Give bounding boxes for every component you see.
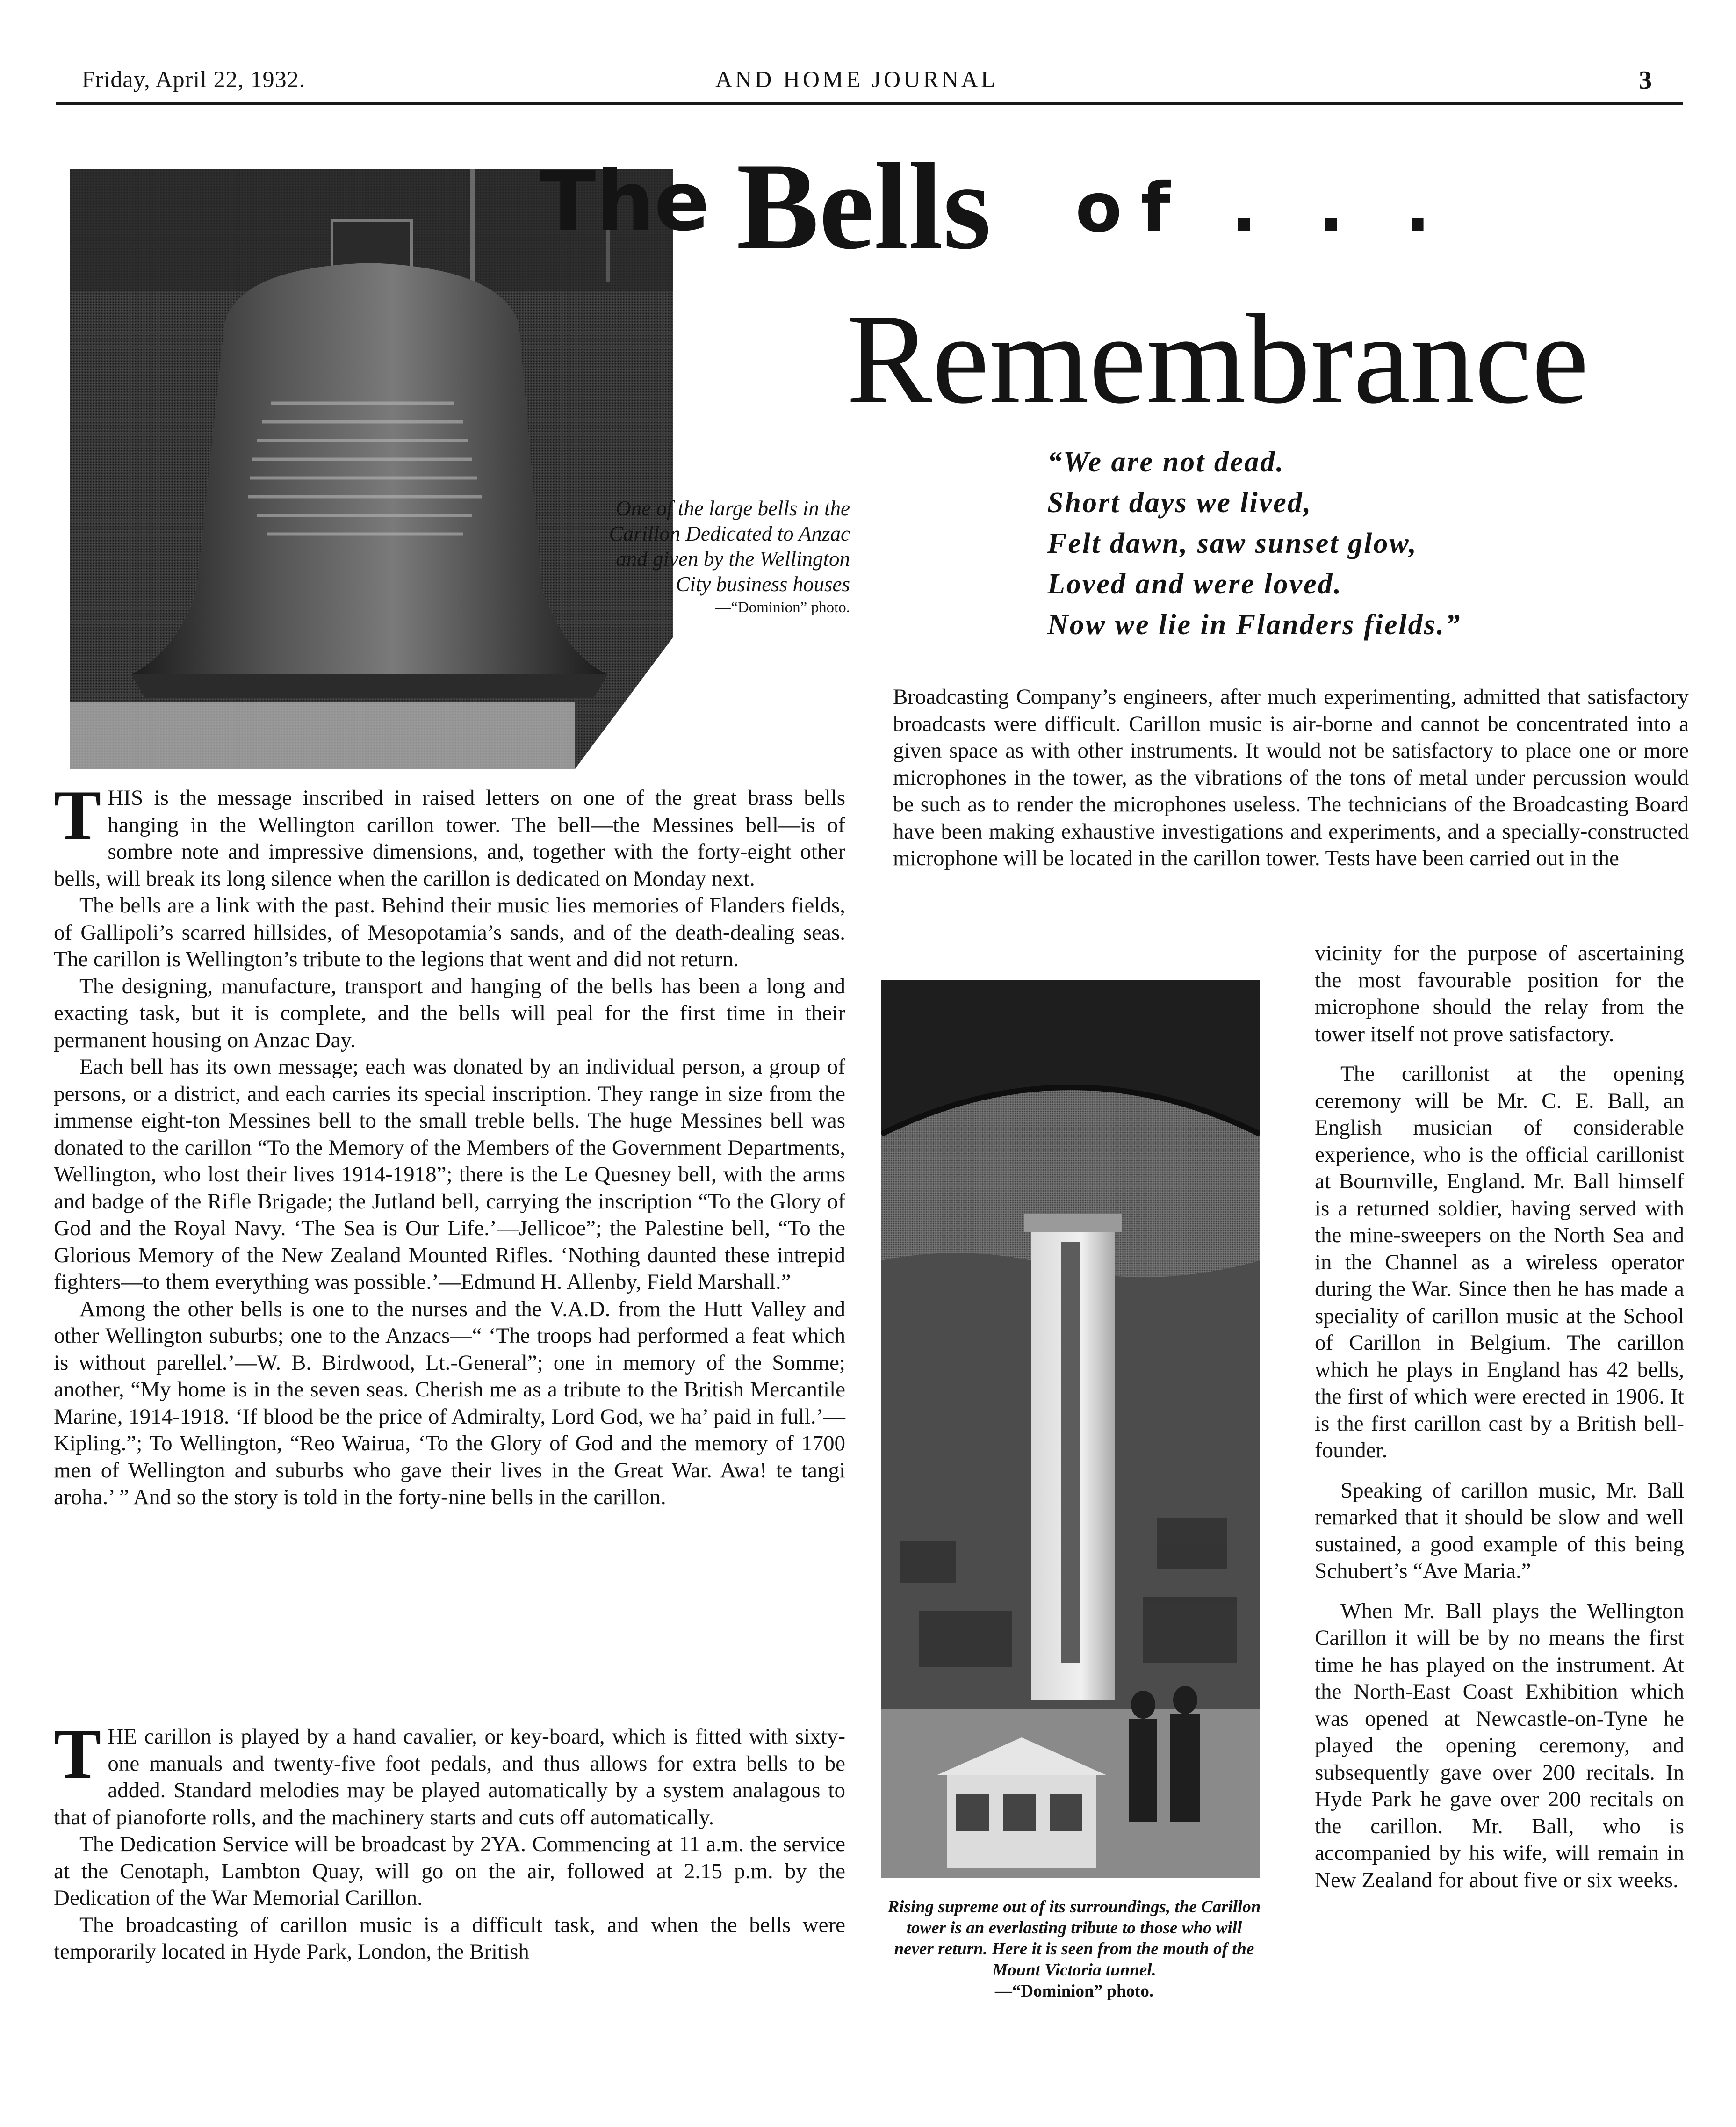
paragraph: Broadcasting Company’s engineers, after much experimenting, admitted that satisfactory broadcasts were difficult. Carillon music is air-borne and cannot be concentrated into a given space as with other instruments. It would not be satisfactory to place one or more microphones in the tower, as the vibrations of the tons of metal under percussion would be such as to render the microphones useless. The technicians of the Broadcasting Board have been making exhaustive investigations and experiments, and a specially-constructed microphone will be located in the carillon tower. Tests have been carried out in the	[893, 685, 1689, 870]
paragraph: Speaking of carillon music, Mr. Ball remarked that it should be slow and well sustained, a good example of this being Schubert’s “Ave Maria.”	[1315, 1478, 1684, 1583]
carillon-tower-photo	[881, 980, 1260, 1878]
paragraph: The Dedication Service will be broadcast by 2YA. Commencing at 11 a.m. the service at the Cenotaph, Lambton Quay, will go on the air, followed at 2.15 p.m. by the Dedication of the War Memorial Carillon.	[54, 1832, 845, 1910]
tower-caption-text: Rising supreme out of its surroundings, the Carillon tower is an everlasting tribute to those who will never return. Here it is seen from the mouth of the Mount Victoria tunnel.	[887, 1897, 1261, 1980]
headline-word-of: of . . .	[1075, 168, 1449, 247]
bell-photo-caption	[594, 496, 850, 616]
paragraph: THE carillon is played by a hand cavalier, or key-board, which is fitted with sixty-one manuals and twenty-five foot pedals, and thus allows for extra bells to be added. Standard melodies may be played automatically by a system analagous to that of pianoforte rolls, and the machinery starts and cuts off automatically.	[54, 1715, 845, 1830]
journal-title: AND HOME JOURNAL	[715, 66, 998, 92]
paragraph: When Mr. Ball plays the Wellington Carillon it will be by no means the first time he has played on the instrument. At the North-East Coast Exhibition which was opened at Newcastle-on-Tyne he played the opening ceremony, and subsequently gave over 200 recitals. In Hyde Park he gave over 200 recitals on the carillon. Mr. Ball, who is accompanied by his wife, will remain in New Zealand for about five or six weeks.	[1315, 1599, 1684, 1892]
tower-caption-credit: —“Dominion” photo.	[994, 1982, 1154, 2001]
issue-date: Friday, April 22, 1932.	[82, 66, 306, 92]
poem-quote: “We are not dead. Short days we lived, Felt dawn, saw sunset glow, Loved and were loved. Now we lie in Flanders fields.”	[1047, 446, 1462, 641]
bell-caption-credit: —“Dominion” photo.	[715, 599, 850, 616]
paragraph: vicinity for the purpose of ascertaining the most favourable position for the microphone should the relay from the tower itself not prove satisfactory.	[1315, 941, 1684, 1046]
headline-word-remembrance: Remembrance	[846, 288, 1589, 430]
tower-photo-caption	[886, 1896, 1262, 2002]
paragraph: Each bell has its own message; each was donated by an individual person, a group of persons, or a district, and each carries its special inscription. They range in size from the immense eight-ton Messines bell to the small treble bells. The huge Messines bell was donated to the carillon “To the Memory of the Members of the Government Departments, Wellington, who lost their lives 1914-1918”; there is the Le Quesney bell, with the arms and badge of the Rifle Brigade; the Jutland bell, carrying the inscription “To the Glory of God and the Royal Navy. ‘The Sea is Our Life.’—Jellicoe”; the Palestine bell, “To the Glorious Memory of the New Zealand Mounted Rifles. ‘Nothing daunted these intrepid fighters—to them everything was possible.’—Edmund H. Allenby, Field Marshall.”	[54, 1055, 845, 1294]
page-number: 3	[1639, 66, 1652, 95]
right-article-column-narrow	[1315, 940, 1684, 1894]
paragraph: The carillonist at the opening ceremony will be Mr. C. E. Ball, an English musician of considerable experience, who is the official carillonist at Bournville, England. Mr. Ball himself is a returned soldier, having served with the mine-sweepers on the North Sea and in the Channel as a wireless operator during the War. Since then he has made a speciality of carillon music at the School of Carillon in Belgium. The carillon which he plays in England has 42 bells, the first of which were erected in 1906. It is the first carillon cast by a British bell-founder.	[1315, 1062, 1684, 1462]
paragraph: Among the other bells is one to the nurses and the V.A.D. from the Hutt Valley and other Wellington suburbs; one to the Anzacs—“ ‘The troops had performed a feat which is without parellel.’—W. B. Birdwood, Lt.-General”; one in memory of the Somme; another, “My home is in the seven seas. Cherish me as a tribute to the British Mercantile Marine, 1914-1918. ‘If blood be the price of Admiralty, Lord God, we ha’ paid in full.’—Kipling.”; To Wellington, “Reo Wairua, ‘To the Glory of God and the memory of 1700 men of Wellington and suburbs who gave their lives in the Great War. Awa! te tangi aroha.’ ” And so the story is told in the forty-nine bells in the carillon.	[54, 1296, 845, 1509]
headline-word-the: The	[540, 154, 710, 249]
bell-photo	[70, 169, 673, 769]
paragraph: The designing, manufacture, transport and hanging of the bells has been a long and exacting task, but it is complete, and the bells will peal for the first time in their permanent housing on Anzac Day.	[54, 974, 845, 1052]
paragraph: The broadcasting of carillon music is a difficult task, and when the bells were temporarily located in Hyde Park, London, the British	[54, 1912, 845, 1964]
masthead-rule	[56, 102, 1683, 105]
right-article-column-top	[893, 684, 1689, 872]
paragraph: The bells are a link with the past. Behind their music lies memories of Flanders fields, of Gallipoli’s scarred hillsides, of Mesopotamia’s sands, and of the death-dealing seas. The carillon is Wellington’s tribute to the legions that went and did not return.	[54, 893, 845, 971]
paragraph: THIS is the message inscribed in raised letters on one of the great brass bells hanging in the Wellington carillon tower. The bell—the Messines bell—is of sombre note and impressive dimensions, and, together with the forty-eight other bells, will break its long silence when the carillon is dedicated on Monday next.	[54, 776, 845, 891]
bell-caption-text: One of the large bells in the Carillon Dedicated to Anzac and given by the Wellington City business houses	[609, 497, 850, 596]
left-article-column-lower	[54, 1715, 845, 1966]
headline-word-bells: Bells	[736, 138, 991, 275]
left-article-column	[54, 776, 845, 1511]
